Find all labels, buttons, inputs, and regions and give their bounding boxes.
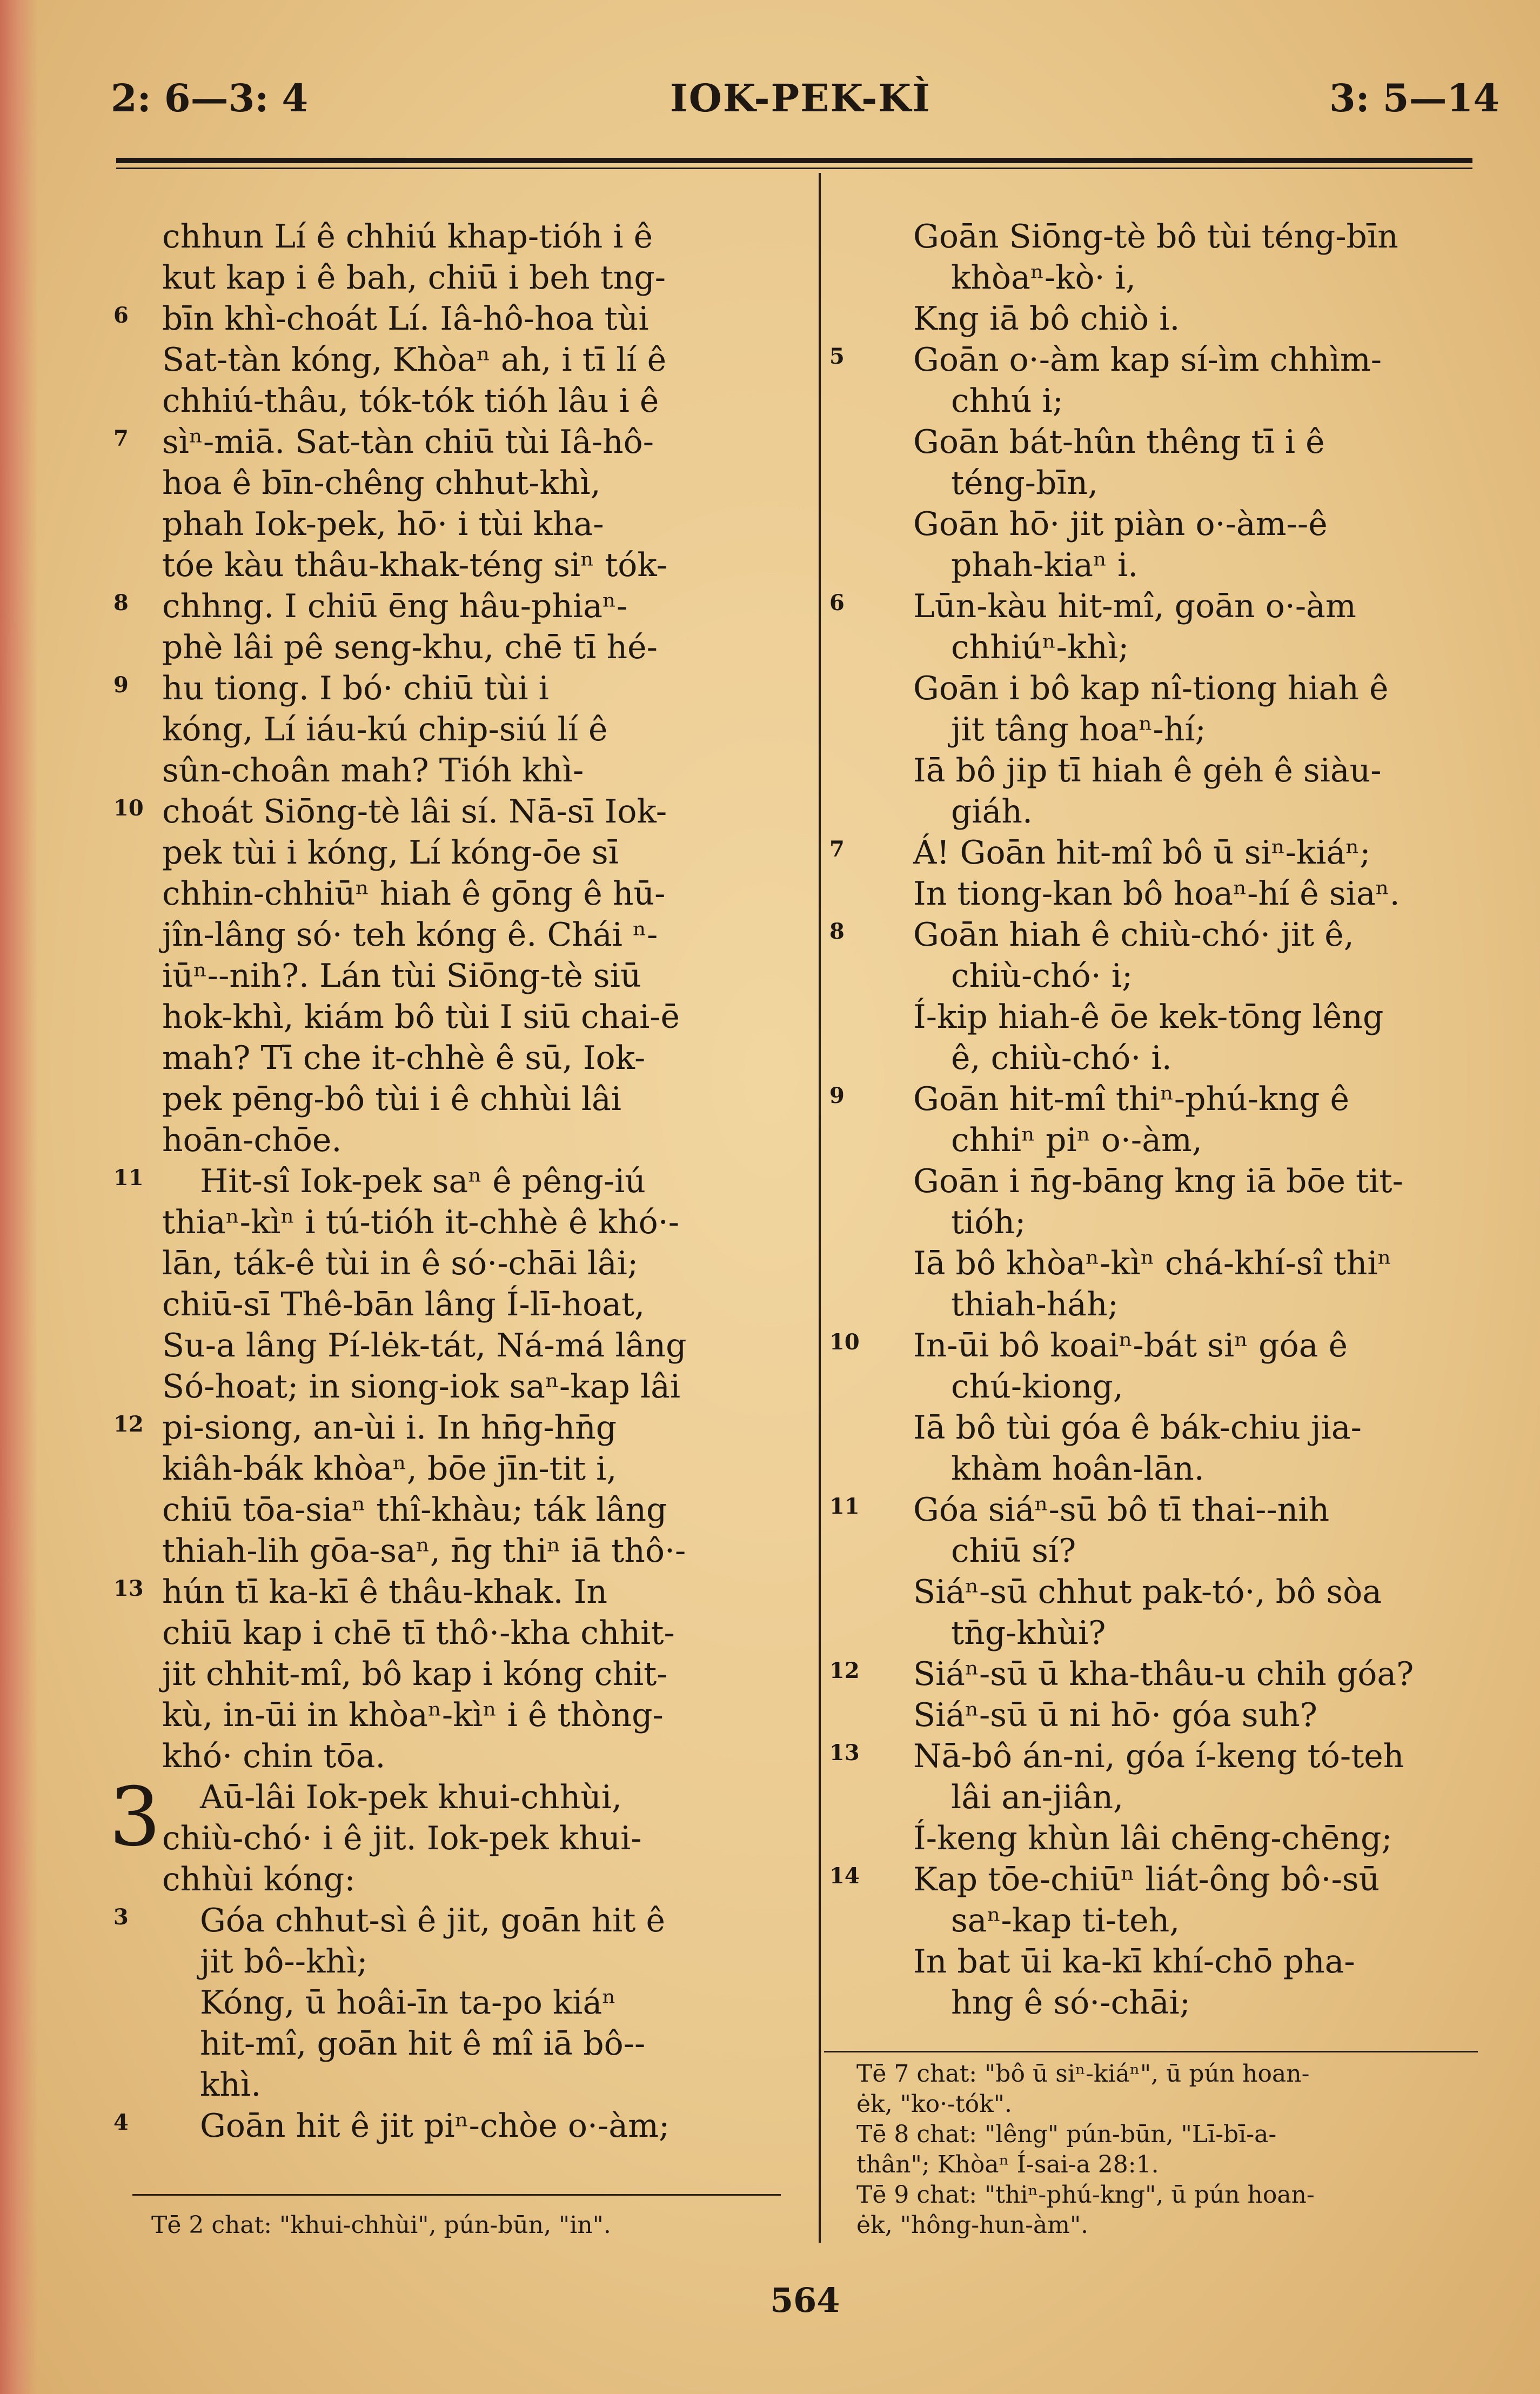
text-line: [162, 1941, 784, 1982]
text-line: [913, 1120, 1481, 1161]
text-line: [913, 1572, 1481, 1613]
text-line: [162, 1243, 784, 1284]
line-text: Siáⁿ-sū chhut pak-tó·, bô sòa: [913, 1573, 1382, 1611]
header-left-reference: 2: 6—3: 4: [111, 76, 309, 121]
verse-number: 13: [113, 1576, 144, 1601]
line-text: Goān i bô kap nî-tiong hiah ê: [913, 670, 1389, 707]
footnote-line: Tē 7 chat: "bô ū siⁿ-kiáⁿ", ū pún hoan-: [856, 2060, 1310, 2088]
line-text: Siáⁿ-sū ū kha-thâu-u chih góa?: [913, 1655, 1414, 1693]
line-text: chhú i;: [951, 382, 1064, 420]
text-line: [162, 2064, 784, 2105]
line-text: Á! Goān hit-mî bô ū siⁿ-kiáⁿ;: [913, 834, 1371, 872]
line-text: hoa ê bīn-chêng chhut-khì,: [162, 464, 601, 502]
line-text: hng ê só·-chāi;: [951, 1984, 1191, 2022]
line-text: pek pēng-bô tùi i ê chhùi lâi: [162, 1080, 621, 1118]
line-text: jit tâng hoaⁿ-hí;: [951, 711, 1206, 748]
verse-number: 9: [829, 1083, 845, 1108]
verse-number: 7: [113, 426, 129, 451]
verse-number: 7: [829, 837, 845, 862]
line-text: Lūn-kàu hit-mî, goān o·-àm: [913, 587, 1356, 625]
verse-number: 12: [113, 1412, 144, 1437]
line-text: chiū-sī Thê-bān lâng Í-lī-hoat,: [162, 1286, 645, 1323]
text-line: [913, 298, 1481, 339]
text-line: [913, 873, 1481, 914]
text-line: [162, 1079, 784, 1120]
verse-number: 3: [113, 1904, 129, 1930]
line-text: Goān bát-hûn thêng tī i ê: [913, 423, 1325, 461]
text-line: [162, 1654, 784, 1695]
text-line: [913, 1243, 1481, 1284]
verse-number: 5: [829, 344, 845, 369]
text-line: [829, 1079, 1481, 1120]
text-line: [162, 873, 784, 914]
line-text: Nā-bô án-ni, góa í-keng tó-teh: [913, 1737, 1404, 1775]
text-line: [162, 750, 784, 791]
line-text: sìⁿ-miā. Sat-tàn chiū tùi Iâ-hô-: [162, 423, 654, 461]
footnote-left: Tē 2 chat: "khui-chhùi", pún-būn, "in".: [151, 2211, 611, 2239]
line-text: choát Siōng-tè lâi sí. Nā-sī Iok-: [162, 793, 667, 831]
text-line: [113, 668, 784, 709]
line-text: khòaⁿ-kò· i,: [951, 259, 1136, 297]
line-text: phè lâi pê seng-khu, chē tī hé-: [162, 628, 658, 666]
verse-number: 10: [829, 1329, 860, 1355]
line-text: kóng, Lí iáu-kú chip-siú lí ê: [162, 711, 608, 748]
line-text: hok-khì, kiám bô tùi I siū chai-ē: [162, 998, 680, 1036]
text-line: [113, 1900, 784, 1941]
text-line: [113, 1572, 784, 1613]
line-text: Iā bô jip tī hiah ê gėh ê siàu-: [913, 752, 1382, 790]
text-line: [162, 1202, 784, 1243]
line-text: Su-a lâng Pí-lėk-tát, Ná-má lâng: [162, 1327, 687, 1365]
line-text: Iā bô khòaⁿ-kìⁿ chá-khí-sî thiⁿ: [913, 1245, 1392, 1282]
line-text: kiâh-bák khòaⁿ, bōe jīn-tit i,: [162, 1450, 617, 1488]
line-text: Aū-lâi Iok-pek khui-chhùi,: [200, 1778, 622, 1816]
text-line: [913, 463, 1481, 504]
text-line: [113, 422, 784, 463]
text-line: [913, 1038, 1481, 1079]
line-text: chiū kap i chē tī thô·-kha chhit-: [162, 1614, 675, 1652]
text-line: [829, 1654, 1481, 1695]
line-text: Góa chhut-sì ê jit, goān hit ê: [200, 1902, 666, 1940]
text-line: [162, 1530, 784, 1572]
line-text: tióh;: [951, 1203, 1026, 1241]
text-line: [913, 1530, 1481, 1572]
line-text: hoān-chōe.: [162, 1121, 342, 1159]
line-text: kut kap i ê bah, chiū i beh tng-: [162, 259, 666, 297]
line-text: Góa siáⁿ-sū bô tī thai--nih: [913, 1491, 1330, 1529]
text-line: [162, 1695, 784, 1736]
text-line: [829, 1325, 1481, 1366]
line-text: giáh.: [951, 793, 1033, 831]
text-line: [162, 914, 784, 955]
line-text: Goān i n̄g-bāng kng iā bōe tit-: [913, 1162, 1403, 1200]
line-text: khàm hoân-lān.: [951, 1450, 1204, 1488]
line-text: Goān hiah ê chiù-chó· jit ê,: [913, 916, 1354, 954]
text-line: [162, 1613, 784, 1654]
verse-number: 13: [829, 1740, 860, 1766]
line-text: phah-kiaⁿ i.: [951, 546, 1139, 584]
line-text: Goān hit-mî thiⁿ-phú-kng ê: [913, 1080, 1350, 1118]
verse-number: 6: [829, 590, 845, 616]
text-line: [913, 1202, 1481, 1243]
line-text: sûn-choân mah? Tióh khì-: [162, 752, 584, 790]
line-text: jit chhit-mî, bô kap i kóng chit-: [162, 1655, 668, 1693]
line-text: Kóng, ū hoâi-īn ta-po kiáⁿ: [200, 1984, 617, 2022]
text-line: [113, 2105, 784, 2146]
line-text: chiū tōa-siaⁿ thî-khàu; ták lâng: [162, 1491, 667, 1529]
text-line: [162, 1038, 784, 1079]
text-line: [162, 1120, 784, 1161]
line-text: Goān Siōng-tè bô tùi téng-bīn: [913, 218, 1398, 256]
header-rule-thin: [116, 168, 1472, 169]
line-text: chhiúⁿ-khì;: [951, 628, 1129, 666]
text-line: [113, 1407, 784, 1448]
text-line: [913, 380, 1481, 422]
line-text: chhng. I chiū ēng hâu-phiaⁿ-: [162, 587, 628, 625]
text-line: [913, 1448, 1481, 1489]
verse-number: 6: [113, 303, 129, 328]
text-line: [162, 339, 784, 380]
left-column: [109, 216, 784, 2146]
text-line: [829, 832, 1481, 873]
line-text: lān, ták-ê tùi in ê só·-chāi lâi;: [162, 1245, 639, 1282]
line-text: tóe kàu thâu-khak-téng siⁿ tók-: [162, 546, 668, 584]
line-text: pi-siong, an-ùi i. In hn̄g-hn̄g: [162, 1409, 617, 1447]
line-text: chhiⁿ piⁿ o·-àm,: [951, 1121, 1202, 1159]
footnote-line: ėk, "ko·-tók".: [856, 2090, 1012, 2118]
text-line: [913, 1161, 1481, 1202]
line-text: hu tiong. I bó· chiū tùi i: [162, 670, 549, 707]
text-line: [829, 1736, 1481, 1777]
line-text: Goān o·-àm kap sí-ìm chhìm-: [913, 341, 1382, 379]
text-line: [113, 1161, 784, 1202]
chapter-number: 3: [109, 1770, 161, 1864]
line-text: lâi an-jiân,: [951, 1778, 1124, 1816]
line-text: chú-kiong,: [951, 1368, 1123, 1406]
text-line: [913, 750, 1481, 791]
text-line: [913, 1982, 1481, 2023]
line-text: Í-kip hiah-ê ōe kek-tōng lêng: [913, 998, 1384, 1036]
text-line: [113, 586, 784, 627]
line-text: Siáⁿ-sū ū ni hō· góa suh?: [913, 1696, 1317, 1734]
text-line: [829, 586, 1481, 627]
verse-number: 10: [113, 795, 144, 821]
verse-number: 11: [113, 1165, 144, 1191]
line-text: iūⁿ--nih?. Lán tùi Siōng-tè siū: [162, 957, 641, 995]
text-line: [113, 298, 784, 339]
line-text: Kng iā bô chiò i.: [913, 300, 1180, 338]
line-text: Goān hō· jit piàn o·-àm--ê: [913, 505, 1328, 543]
text-line: [913, 709, 1481, 750]
verse-number: 9: [113, 672, 129, 698]
column-divider: [819, 173, 821, 2243]
footnote-line: Tē 9 chat: "thiⁿ-phú-kng", ū pún hoan-: [856, 2181, 1315, 2209]
text-line: [162, 1982, 784, 2023]
text-line: [162, 463, 784, 504]
verse-number: 14: [829, 1863, 860, 1889]
line-text: Só-hoat; in siong-iok saⁿ-kap lâi: [162, 1368, 681, 1406]
line-text: Í-keng khùn lâi chēng-chēng;: [913, 1820, 1392, 1857]
header-book-title: IOK-PEK-KÌ: [670, 76, 931, 121]
text-line: [913, 1613, 1481, 1654]
text-line: [162, 1489, 784, 1530]
text-line: [913, 1777, 1481, 1818]
text-line: [162, 1859, 784, 1900]
text-line: [162, 380, 784, 422]
text-line: [829, 1859, 1481, 1900]
text-line: [913, 955, 1481, 997]
text-line: [162, 1284, 784, 1325]
text-line: [913, 504, 1481, 545]
line-text: khó· chin tōa.: [162, 1737, 386, 1775]
line-text: Sat-tàn kóng, Khòaⁿ ah, i tī lí ê: [162, 341, 667, 379]
text-line: [162, 955, 784, 997]
verse-number: 12: [829, 1658, 860, 1683]
header-rule: [116, 158, 1472, 163]
text-line: [913, 1941, 1481, 1982]
text-line: [162, 545, 784, 586]
line-text: kù, in-ūi in khòaⁿ-kìⁿ i ê thòng-: [162, 1696, 664, 1734]
line-text: phah Iok-pek, hō· i tùi kha-: [162, 505, 604, 543]
verse-number: 8: [113, 590, 129, 616]
text-line: [913, 1366, 1481, 1407]
footnote-line: Tē 8 chat: "lêng" pún-būn, "Lī-bī-a-: [856, 2121, 1277, 2148]
line-text: Hit-sî Iok-pek saⁿ ê pêng-iú: [200, 1162, 646, 1200]
right-column: [829, 216, 1481, 2023]
line-text: hit-mî, goān hit ê mî iā bô--: [200, 2025, 646, 2063]
text-line: [162, 627, 784, 668]
text-line: [162, 832, 784, 873]
line-text: Iā bô tùi góa ê bák-chiu jia-: [913, 1409, 1362, 1447]
text-line: [162, 1325, 784, 1366]
line-text: jit bô--khì;: [200, 1943, 368, 1981]
text-line: [162, 504, 784, 545]
line-text: In tiong-kan bô hoaⁿ-hí ê siaⁿ.: [913, 875, 1400, 913]
line-text: mah? Tī che it-chhè ê sū, Iok-: [162, 1039, 646, 1077]
verse-number: 8: [829, 919, 845, 944]
line-text: thiaⁿ-kìⁿ i tú-tióh it-chhè ê khó·-: [162, 1203, 680, 1241]
line-text: ê, chiù-chó· i.: [951, 1039, 1172, 1077]
text-line: [162, 1366, 784, 1407]
line-text: téng-bīn,: [951, 464, 1099, 502]
text-line: [829, 1489, 1481, 1530]
line-text: chiū sí?: [951, 1532, 1076, 1570]
line-text: chiù-chó· i ê jit. Iok-pek khui-: [162, 1820, 642, 1857]
header-right-reference: 3: 5—14: [1329, 76, 1500, 121]
text-line: [162, 1736, 784, 1777]
text-line: [162, 257, 784, 298]
text-line: [913, 422, 1481, 463]
line-text: saⁿ-kap ti-teh,: [951, 1902, 1180, 1940]
line-text: In bat ūi ka-kī khí-chō pha-: [913, 1943, 1355, 1981]
text-line: [162, 1818, 784, 1859]
line-text: chhin-chhiūⁿ hiah ê gōng ê hū-: [162, 875, 666, 913]
text-line: [913, 1407, 1481, 1448]
line-text: Goān hit ê jit piⁿ-chòe o·-àm;: [200, 2107, 670, 2145]
text-line: [913, 257, 1481, 298]
line-text: jîn-lâng só· teh kóng ê. Chái ⁿ-: [162, 916, 658, 954]
footnote-right: [856, 2059, 1472, 2241]
text-line: [829, 914, 1481, 955]
footnote-line: ėk, "hông-hun-àm".: [856, 2211, 1089, 2239]
line-text: chiù-chó· i;: [951, 957, 1133, 995]
line-text: thiah-háh;: [951, 1286, 1119, 1323]
text-line: [913, 627, 1481, 668]
verse-number: 11: [829, 1494, 860, 1519]
text-line: [913, 216, 1481, 257]
text-line: [913, 997, 1481, 1038]
text-line: [913, 791, 1481, 832]
text-line: [162, 216, 784, 257]
line-text: bīn khì-choát Lí. Iâ-hô-hoa tùi: [162, 300, 649, 338]
text-line: [162, 997, 784, 1038]
footnote-line: thân"; Khòaⁿ Í-sai-a 28:1.: [856, 2151, 1159, 2178]
line-text: pek tùi i kóng, Lí kóng-ōe sī: [162, 834, 619, 872]
text-line: [913, 1900, 1481, 1941]
page-number: 564: [770, 2281, 840, 2320]
text-line: [913, 1818, 1481, 1859]
line-text: tn̄g-khùi?: [951, 1614, 1106, 1652]
running-header: [0, 70, 1540, 119]
line-text: khì.: [200, 2066, 262, 2104]
line-text: In-ūi bô koaiⁿ-bát siⁿ góa ê: [913, 1327, 1348, 1365]
line-text: chhiú-thâu, tók-tók tióh lâu i ê: [162, 382, 659, 420]
line-text: Kap tōe-chiūⁿ liát-ông bô·-sū: [913, 1861, 1380, 1898]
text-line: [913, 1284, 1481, 1325]
verse-number: 4: [113, 2110, 129, 2135]
text-line: [913, 1695, 1481, 1736]
footnote-rule-left: [132, 2194, 781, 2196]
page-edge-stain: [0, 0, 38, 2394]
text-line: [162, 709, 784, 750]
text-line: [162, 1448, 784, 1489]
text-line: [913, 545, 1481, 586]
text-line: [113, 791, 784, 832]
text-line: [829, 339, 1481, 380]
line-text: hún tī ka-kī ê thâu-khak. In: [162, 1573, 608, 1611]
text-line: [162, 2023, 784, 2064]
line-text: chhun Lí ê chhiú khap-tióh i ê: [162, 218, 653, 256]
line-text: thiah-lih gōa-saⁿ, n̄g thiⁿ iā thô·-: [162, 1532, 686, 1570]
line-text: chhùi kóng:: [162, 1861, 356, 1898]
footnote-rule-right: [824, 2051, 1478, 2052]
text-line: [913, 668, 1481, 709]
